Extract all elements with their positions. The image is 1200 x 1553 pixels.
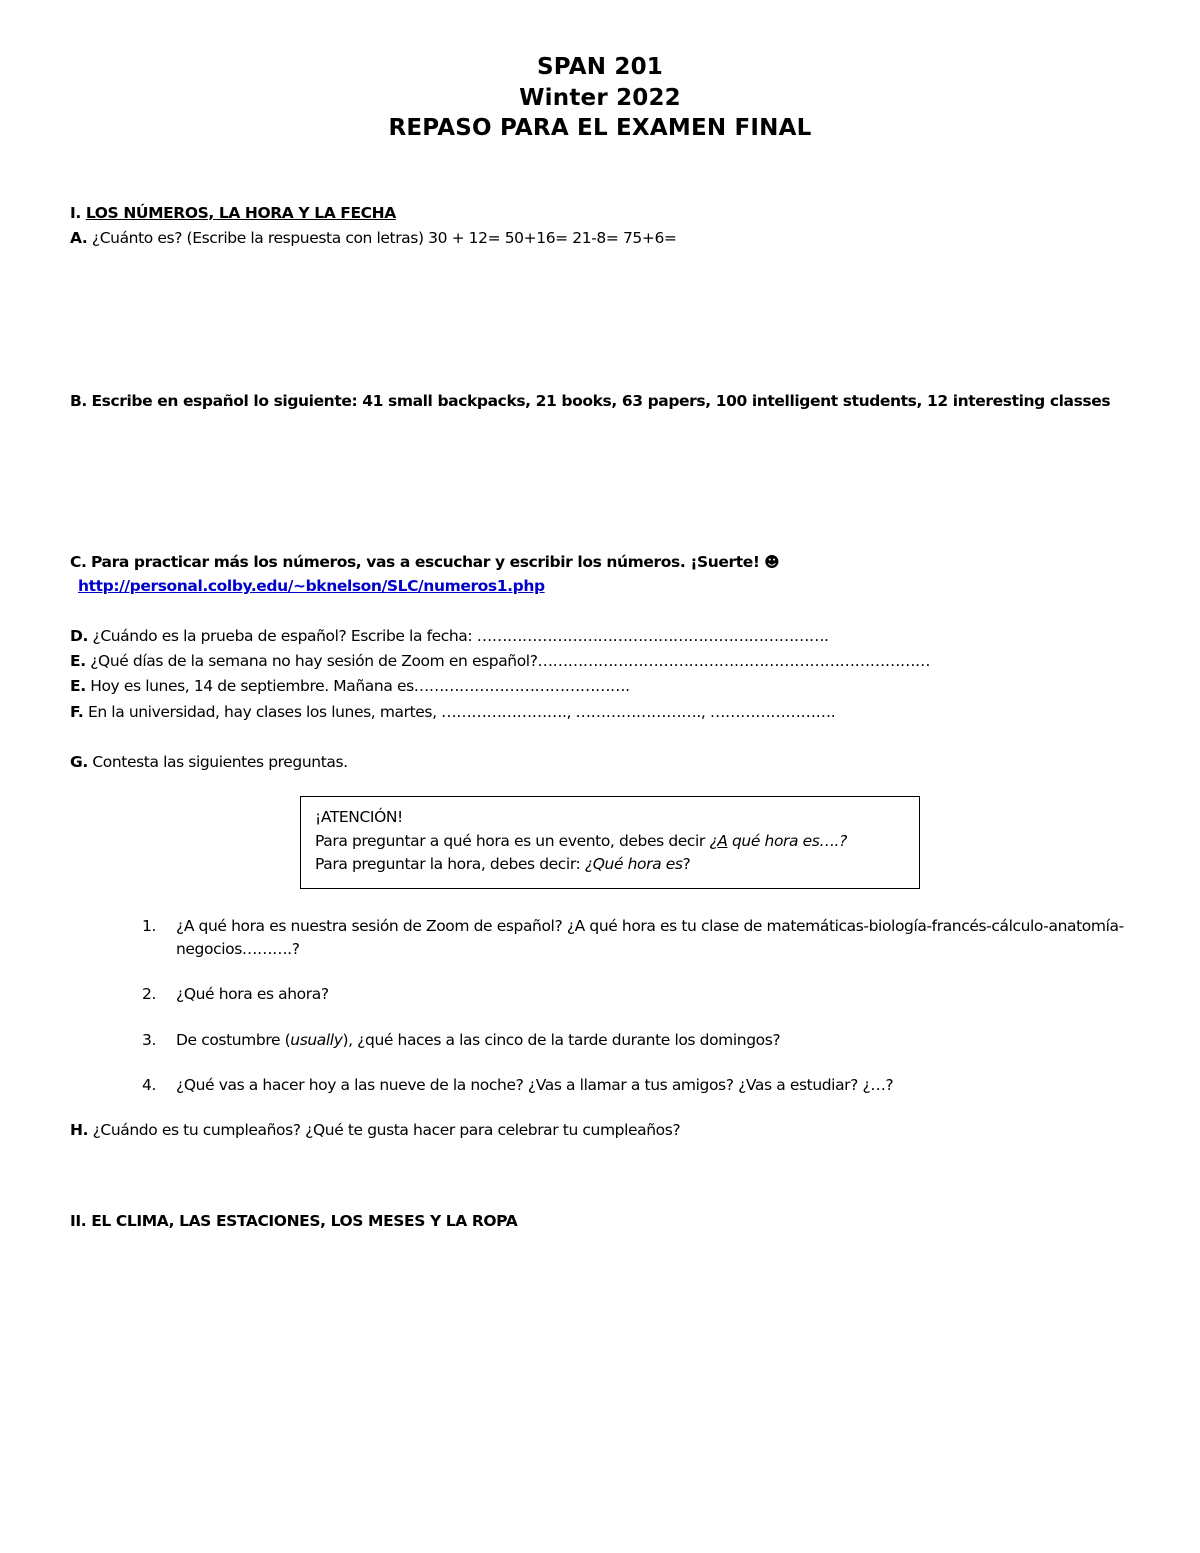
item-e2-text: Hoy es lunes, 14 de septiembre. Mañana es……………………………………. bbox=[90, 677, 630, 696]
attention-line-2 bbox=[315, 853, 907, 877]
item-h-text: ¿Cuándo es tu cumpleaños? ¿Qué te gusta hacer para celebrar tu cumpleaños? bbox=[92, 1121, 681, 1140]
attention-line-2-post: ? bbox=[682, 855, 691, 874]
question-2-text: ¿Qué hora es ahora? bbox=[176, 985, 329, 1004]
section-two-heading bbox=[70, 1210, 1130, 1233]
section-two-title: EL CLIMA, LAS ESTACIONES, LOS MESES Y LA ROPA bbox=[91, 1212, 518, 1231]
course-code: SPAN 201 bbox=[537, 54, 663, 80]
item-c bbox=[70, 551, 1130, 574]
item-b bbox=[70, 390, 1130, 413]
item-a bbox=[70, 227, 1130, 250]
section-one-title: LOS NÚMEROS, LA HORA Y LA FECHA bbox=[85, 203, 396, 222]
attention-line-1 bbox=[315, 830, 907, 854]
attention-line-2-italic: ¿Qué hora es bbox=[584, 855, 683, 874]
question-item bbox=[70, 1074, 1130, 1097]
item-f-label: F. bbox=[70, 702, 84, 721]
item-e-text: ¿Qué días de la semana no hay sesión de Zoom en español?…………………………………………………………………… bbox=[90, 652, 931, 671]
document-header bbox=[70, 52, 1130, 144]
section-one bbox=[70, 202, 1130, 1234]
item-e-label: E. bbox=[70, 652, 86, 671]
question-3-italic: usually bbox=[290, 1030, 343, 1049]
item-e2-label: E. bbox=[70, 677, 86, 696]
item-c-label: C. bbox=[70, 553, 87, 572]
attention-line-1-pre: Para preguntar a qué hora es un evento, debes decir bbox=[315, 831, 710, 850]
item-e bbox=[70, 650, 1130, 673]
item-f bbox=[70, 701, 1130, 724]
question-list bbox=[70, 915, 1130, 1097]
term: Winter 2022 bbox=[519, 84, 681, 111]
section-one-heading bbox=[70, 202, 1130, 225]
item-c-link-row bbox=[70, 575, 1130, 598]
attention-title: ¡ATENCIÓN! bbox=[315, 808, 403, 827]
question-item bbox=[70, 1029, 1130, 1052]
question-1-text: ¿A qué hora es nuestra sesión de Zoom de español? ¿A qué hora es tu clase de matemáticas-biología-francés-cálculo-anatomía-negocios……….? bbox=[176, 916, 1124, 959]
numeros-practice-link[interactable]: http://personal.colby.edu/~bknelson/SLC/numeros1.php bbox=[78, 576, 545, 595]
question-item bbox=[70, 983, 1130, 1006]
item-g-label: G. bbox=[70, 752, 88, 771]
item-d-text: ¿Cuándo es la prueba de español? Escribe la fecha: ……………………………………………………………. bbox=[92, 626, 829, 645]
item-f-text: En la universidad, hay clases los lunes, martes, ……………………., ……………………., ……………………. bbox=[87, 702, 836, 721]
item-g-text: Contesta las siguientes preguntas. bbox=[92, 752, 348, 771]
item-h bbox=[70, 1119, 1130, 1142]
answer-space-b bbox=[70, 413, 1130, 549]
item-e2 bbox=[70, 675, 1130, 698]
attention-callout-wrapper bbox=[70, 796, 1130, 889]
item-b-text: Escribe en español lo siguiente: 41 small backpacks, 21 books, 63 papers, 100 intelligent students, 12 interesting classes bbox=[91, 392, 1111, 411]
item-d bbox=[70, 625, 1130, 648]
section-one-number: I. bbox=[70, 203, 81, 222]
attention-callout bbox=[300, 796, 920, 889]
question-3-post: ), ¿qué haces a las cinco de la tarde durante los domingos? bbox=[342, 1030, 781, 1049]
document-title: REPASO PARA EL EXAMEN FINAL bbox=[388, 115, 812, 142]
question-4-text: ¿Qué vas a hacer hoy a las nueve de la noche? ¿Vas a llamar a tus amigos? ¿Vas a estudiar? ¿…? bbox=[176, 1075, 894, 1094]
item-d-label: D. bbox=[70, 626, 88, 645]
answer-space-a bbox=[70, 250, 1130, 388]
attention-line-2-pre: Para preguntar la hora, debes decir: bbox=[315, 855, 585, 874]
question-3-pre: De costumbre ( bbox=[176, 1030, 291, 1049]
item-c-text: Para practicar más los números, vas a escuchar y escribir los números. ¡Suerte! bbox=[91, 553, 760, 572]
item-h-label: H. bbox=[70, 1121, 89, 1140]
section-two-number: II. bbox=[70, 1212, 87, 1231]
question-item bbox=[70, 915, 1130, 962]
attention-line-1-underline: ¿A bbox=[709, 831, 728, 850]
attention-line-1-italic: qué hora es….? bbox=[727, 831, 847, 850]
smiley-icon: ☻ bbox=[764, 553, 780, 572]
item-g bbox=[70, 751, 1130, 774]
item-a-text: ¿Cuánto es? (Escribe la respuesta con letras) 30 + 12= 50+16= 21-8= 75+6= bbox=[91, 228, 677, 247]
item-b-label: B. bbox=[70, 392, 87, 411]
item-a-label: A. bbox=[70, 228, 88, 247]
